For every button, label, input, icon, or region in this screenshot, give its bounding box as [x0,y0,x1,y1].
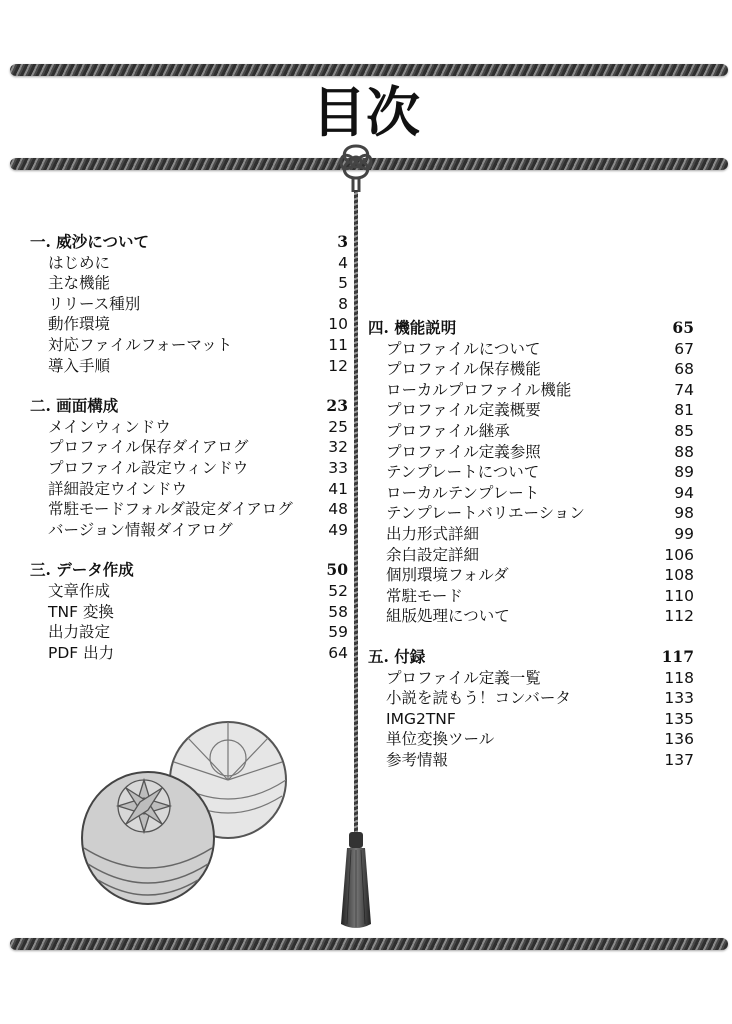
toc-entry[interactable] [368,586,694,607]
toc-entry[interactable] [368,380,694,401]
toc-entry-page: 11 [328,335,348,354]
toc-entry-page: 106 [664,545,694,564]
toc-entry-page: 135 [664,709,694,728]
toc-section-heading[interactable] [368,647,694,668]
toc-entry-label: 詳細設定ウインドウ [48,479,188,498]
toc-entry[interactable] [30,253,348,274]
toc-entry[interactable] [368,524,694,545]
toc-entry-label: 小説を読もう！コンバータ [386,689,571,708]
toc-entry-label: 組版処理について [386,607,510,626]
toc-entry[interactable] [30,294,348,315]
toc-heading-page: 23 [326,396,348,416]
toc-entry-label: PDF 出力 [48,643,115,662]
toc-section [30,560,348,663]
toc-entry-label: プロファイル定義参照 [386,442,541,461]
toc-entry-page: 137 [664,750,694,769]
toc-entry[interactable] [368,688,694,709]
toc-entry-page: 59 [328,623,348,642]
toc-section [368,318,694,627]
bottom-rope-divider [10,938,728,950]
toc-entry[interactable] [30,643,348,664]
toc-entry[interactable] [30,479,348,500]
toc-entry-label: リリース種別 [48,294,141,313]
toc-entry[interactable] [368,503,694,524]
toc-entry-label: 参考情報 [386,750,449,769]
toc-entry-label: 常駐モード [386,586,463,605]
toc-entry-page: 33 [328,458,348,477]
toc-entry-label: プロファイル定義概要 [386,401,541,420]
toc-entry[interactable] [368,462,694,483]
toc-section-heading[interactable] [368,318,694,339]
toc-section [30,396,348,540]
toc-entry-label: 余白設定詳細 [386,545,480,564]
hanging-cord [354,190,358,850]
toc-entry[interactable] [368,729,694,750]
toc-entry-label: ローカルプロファイル機能 [386,380,572,399]
toc-entry-page: 89 [674,463,694,482]
toc-entry-page: 74 [674,380,694,399]
toc-section-heading[interactable] [30,396,348,417]
toc-entry-page: 58 [328,602,348,621]
toc-entry-label: 動作環境 [48,315,111,334]
toc-entry-page: 110 [664,586,694,605]
toc-entry-page: 136 [664,730,694,749]
toc-entry[interactable] [368,400,694,421]
toc-entry-page: 108 [664,566,694,585]
toc-section-heading[interactable] [30,560,348,581]
toc-heading-page: 117 [661,646,694,666]
toc-entry-label: 出力形式詳細 [386,524,480,543]
toc-heading-label: 三. データ作成 [30,560,134,580]
page-title: 目次 [312,80,420,144]
toc-entry[interactable] [30,458,348,479]
toc-entry-page: 4 [338,253,348,272]
toc-entry-label: テンプレートバリエーション [386,504,585,523]
toc-entry-label: テンプレートについて [386,463,540,482]
toc-section-heading[interactable] [30,232,348,253]
toc-entry-label: プロファイル設定ウィンドウ [48,458,249,477]
toc-entry-label: 主な機能 [48,274,111,293]
toc-entry[interactable] [368,565,694,586]
toc-entry-label: 対応ファイルフォーマット [48,335,233,354]
toc-entry-label: 常駐モードフォルダ設定ダイアログ [48,500,293,519]
toc-entry-label: 出力設定 [48,623,111,642]
toc-entry[interactable] [368,606,694,627]
toc-right-column [368,318,694,790]
toc-heading-page: 50 [326,560,348,580]
toc-entry-page: 67 [674,339,694,358]
toc-entry-page: 48 [328,500,348,519]
toc-entry-page: 85 [674,421,694,440]
toc-entry-label: プロファイル継承 [386,421,510,440]
top-rope-divider [10,64,728,76]
toc-entry[interactable] [30,602,348,623]
toc-heading-label: 四. 機能説明 [368,318,457,337]
toc-heading-page: 65 [672,318,694,337]
toc-entry[interactable] [368,483,694,504]
toc-entry-page: 98 [674,504,694,523]
toc-entry[interactable] [30,622,348,643]
temari-balls-illustration [78,718,298,908]
toc-left-column [30,232,348,683]
toc-entry-label: プロファイル定義一覧 [386,668,541,687]
toc-entry[interactable] [368,421,694,442]
toc-entry-page: 112 [664,607,694,626]
toc-entry[interactable] [30,581,348,602]
toc-entry-label: プロファイル保存ダイアログ [48,438,249,457]
toc-heading-page: 3 [337,232,348,251]
toc-entry-label: IMG2TNF [386,709,456,728]
toc-entry-page: 94 [674,483,694,502]
tassel-icon [337,832,375,932]
toc-entry-page: 118 [664,668,694,687]
toc-entry[interactable] [368,339,694,360]
toc-entry[interactable] [30,437,348,458]
toc-entry-label: 個別環境フォルダ [386,566,509,585]
toc-entry-label: メインウィンドウ [48,417,171,436]
toc-entry[interactable] [368,442,694,463]
toc-entry-page: 88 [674,442,694,461]
toc-entry-page: 133 [664,689,694,708]
toc-entry-page: 32 [328,438,348,457]
toc-entry[interactable] [368,750,694,771]
toc-entry[interactable] [30,335,348,356]
toc-entry-page: 8 [338,294,348,313]
toc-entry-page: 68 [674,360,694,379]
toc-entry[interactable] [30,499,348,520]
toc-heading-label: 一. 威沙について [30,232,149,251]
toc-entry-label: プロファイル保存機能 [386,360,541,379]
decorative-knot-icon [333,142,379,194]
toc-section [30,232,348,376]
toc-section [368,647,694,771]
toc-entry-page: 41 [328,479,348,498]
toc-entry-page: 25 [328,417,348,436]
toc-entry-label: TNF 変換 [48,602,114,621]
toc-entry-label: バージョン情報ダイアログ [48,520,233,539]
toc-entry-page: 99 [674,524,694,543]
toc-entry-label: ローカルテンプレート [386,483,540,502]
toc-entry[interactable] [30,356,348,377]
toc-entry-page: 49 [328,520,348,539]
toc-entry-page: 52 [328,581,348,600]
toc-entry[interactable] [368,545,694,566]
toc-entry-page: 5 [338,274,348,293]
toc-entry-page: 12 [328,356,348,375]
toc-entry[interactable] [368,709,694,730]
toc-entry[interactable] [30,273,348,294]
toc-entry[interactable] [368,359,694,380]
toc-heading-label: 二. 画面構成 [30,396,119,416]
toc-entry-label: 文章作成 [48,581,111,600]
toc-entry-page: 10 [328,315,348,334]
toc-entry-label: 導入手順 [48,356,111,375]
toc-entry-label: 単位変換ツール [386,730,495,749]
toc-entry-page: 64 [328,643,348,662]
toc-heading-label: 五. 付録 [368,646,426,666]
toc-entry[interactable] [368,668,694,689]
toc-entry-label: プロファイルについて [386,339,541,358]
toc-entry[interactable] [30,314,348,335]
toc-entry[interactable] [30,520,348,541]
toc-entry-page: 81 [674,401,694,420]
toc-entry-label: はじめに [48,253,111,272]
toc-entry[interactable] [30,417,348,438]
